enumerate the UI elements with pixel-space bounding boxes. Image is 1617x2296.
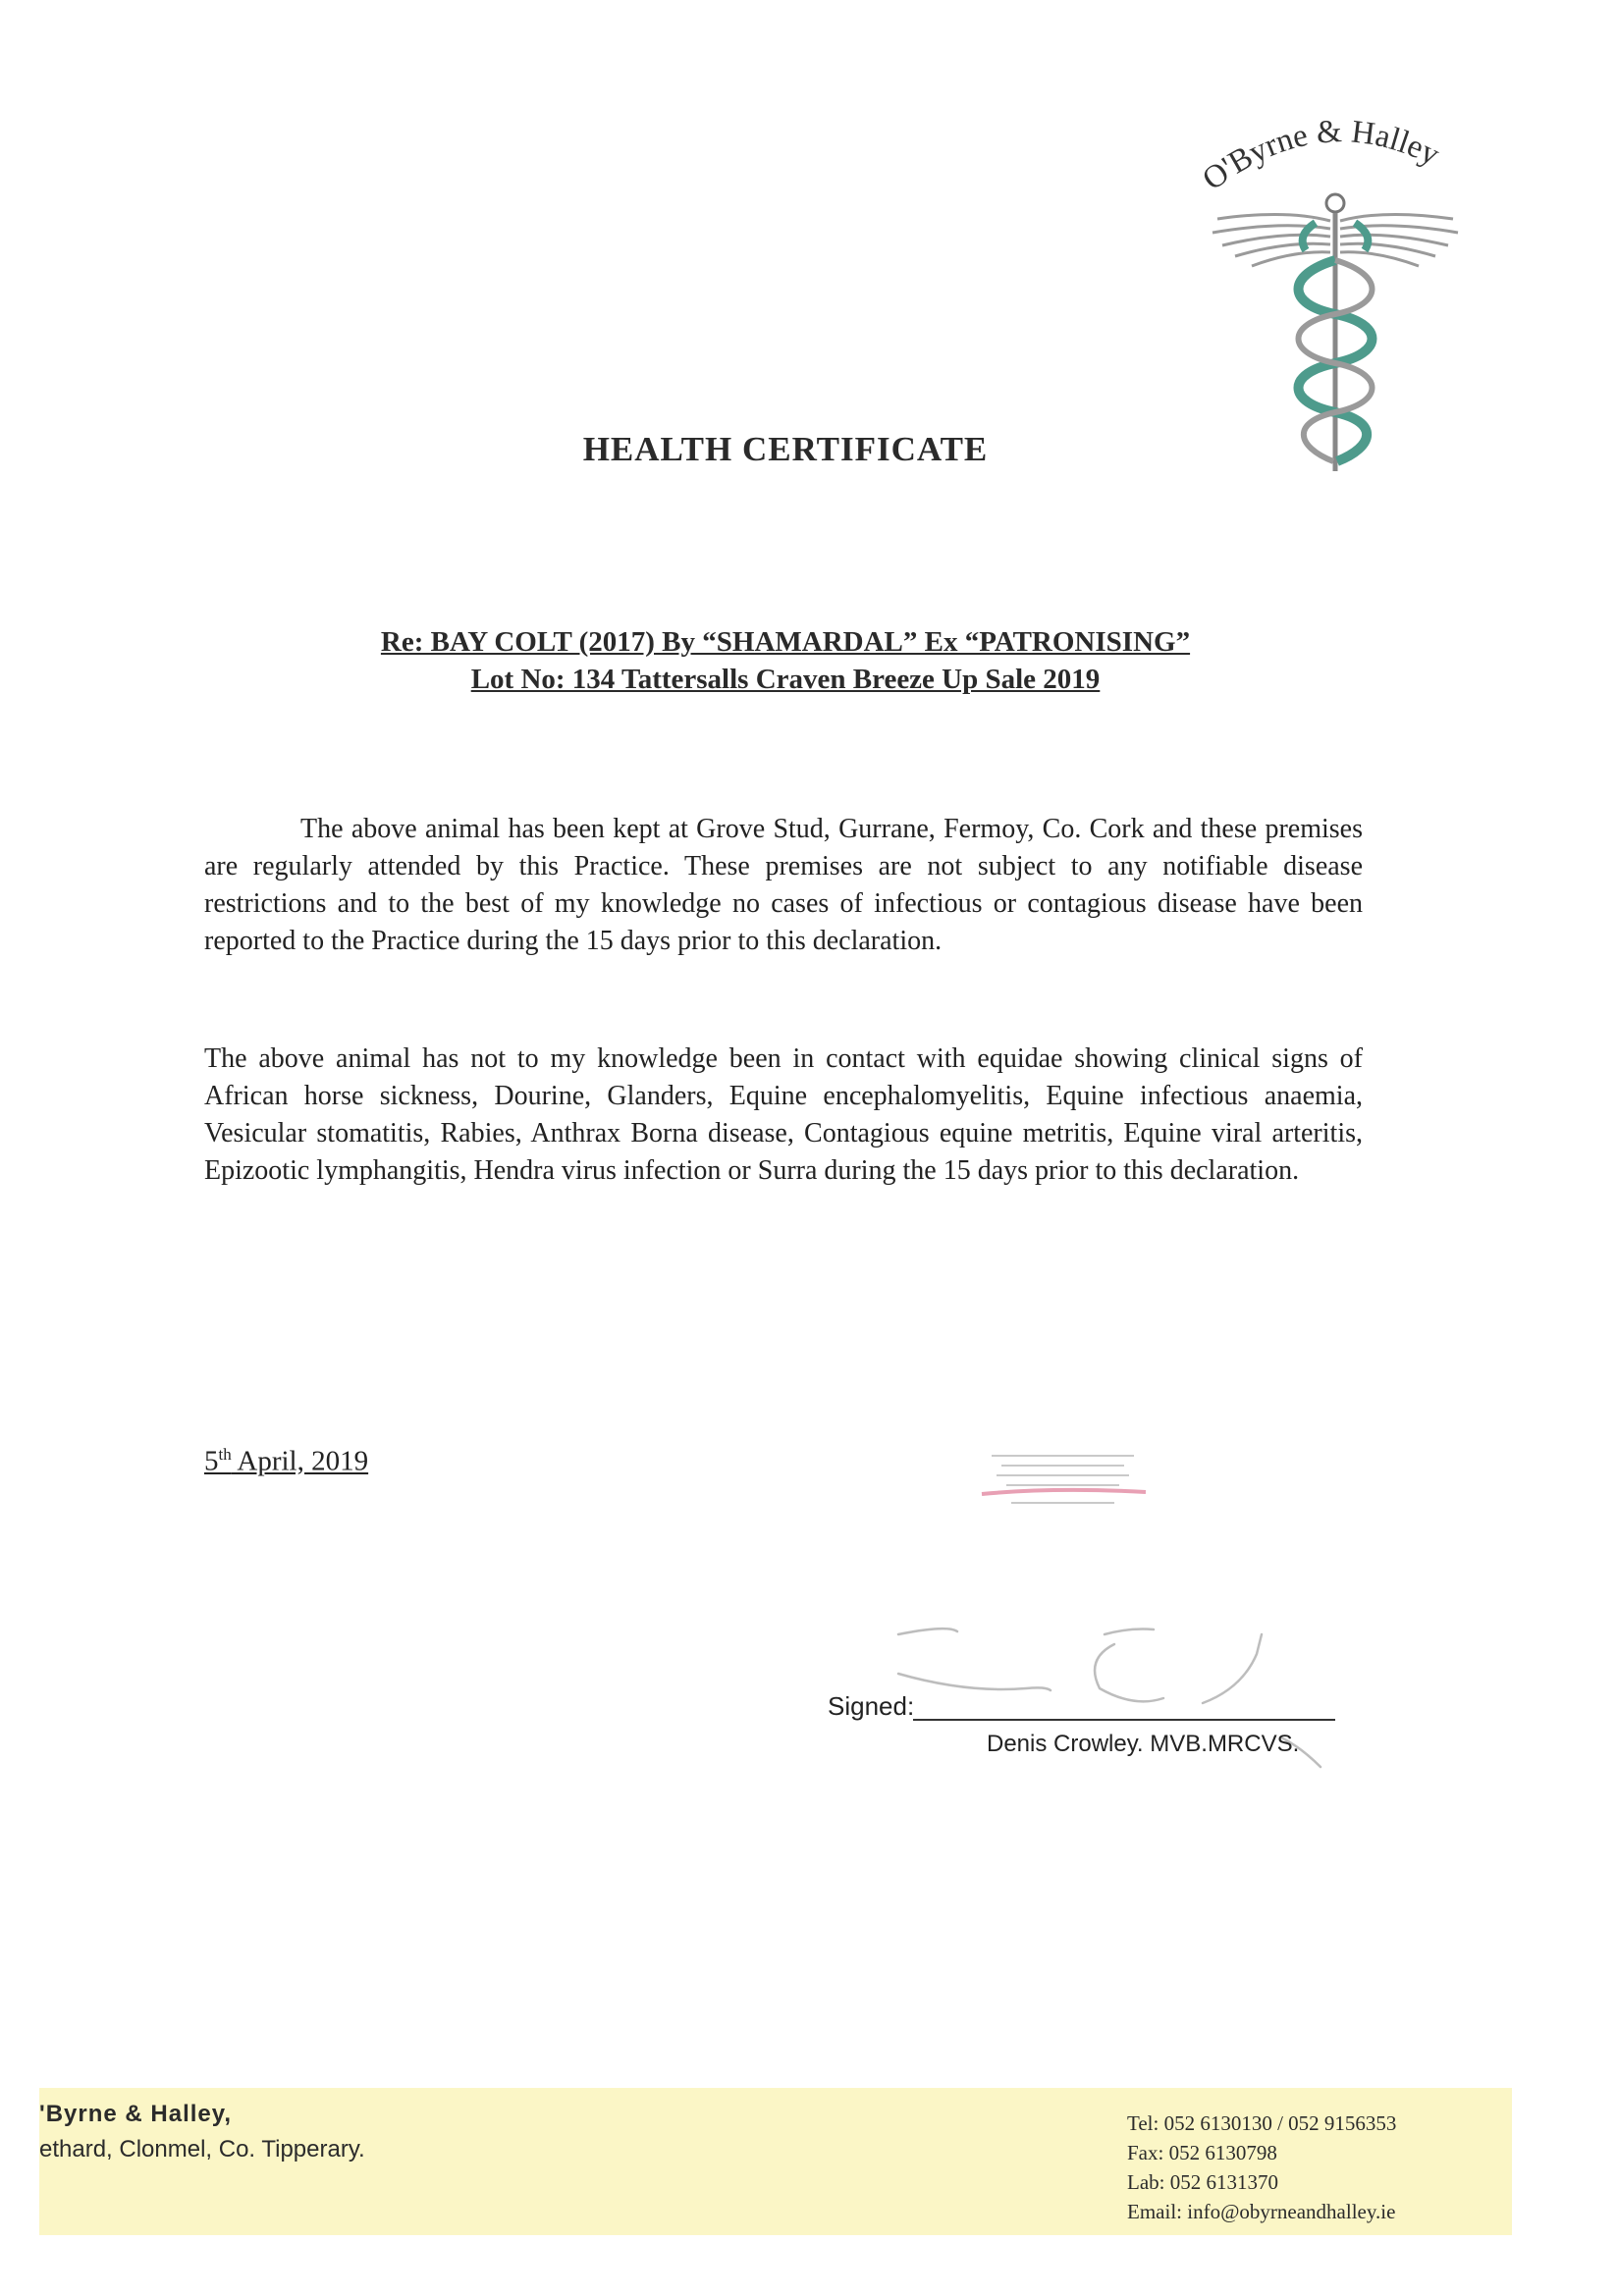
signature-line <box>913 1719 1335 1721</box>
footer-address-block <box>39 2101 365 2163</box>
date-month-year: April, 2019 <box>231 1445 369 1477</box>
footer-fax: Fax: 052 6130798 <box>1127 2141 1277 2164</box>
footer-lab: Lab: 052 6131370 <box>1127 2170 1278 2194</box>
date-day: 5 <box>204 1445 219 1477</box>
body-paragraph-1-text: The above animal has been kept at Grove Stud, Gurrane, Fermoy, Co. Cork and these premises are regularly attended by this Practice. These premises are not subject to any notifiable disease restrictions and to the best of my knowledge no cases of infectious or contagious disease have been reported to the Practice during the 15 days prior to this declaration. <box>204 814 1363 956</box>
logo-name-arc: O'Byrne & Halley <box>1196 113 1445 198</box>
footer-tel: Tel: 052 6130130 / 052 9156353 <box>1127 2111 1397 2135</box>
footer-address: ethard, Clonmel, Co. Tipperary. <box>39 2136 365 2163</box>
signer-name: Denis Crowley. MVB.MRCVS. <box>987 1731 1300 1757</box>
re-subject-line: Re: BAY COLT (2017) By “SHAMARDAL” Ex “PATRONISING” <box>380 626 1191 658</box>
signed-label: Signed: <box>828 1691 915 1721</box>
body-paragraph-2: The above animal has not to my knowledge been in contact with equidae showing clinical signs of African horse sickness, Dourine, Glanders, Equine encephalomyelitis, Equine infectious anaemia, Vesicular stomatitis, Rabies, Anthrax Borna disease, Contagious equine metritis, Equine viral arteritis, Epizootic lymphangitis, Hendra virus infection or Surra during the 15 days prior to this declaration. <box>204 1043 1363 1186</box>
footer-practice-name: 'Byrne & Halley, <box>39 2101 232 2127</box>
lot-number-line: Lot No: 134 Tattersalls Craven Breeze Up Sale 2019 <box>470 664 1101 695</box>
document-title: HEALTH CERTIFICATE <box>582 430 989 468</box>
practice-stamp <box>977 1448 1149 1517</box>
practice-logo <box>1168 93 1492 476</box>
date-ordinal-suffix: th <box>218 1445 232 1464</box>
footer-email: Email: info@obyrneandhalley.ie <box>1127 2200 1396 2223</box>
footer-contact-block <box>1127 2109 1396 2226</box>
document-date <box>204 1445 368 1478</box>
body-paragraph-1 <box>204 811 1363 960</box>
